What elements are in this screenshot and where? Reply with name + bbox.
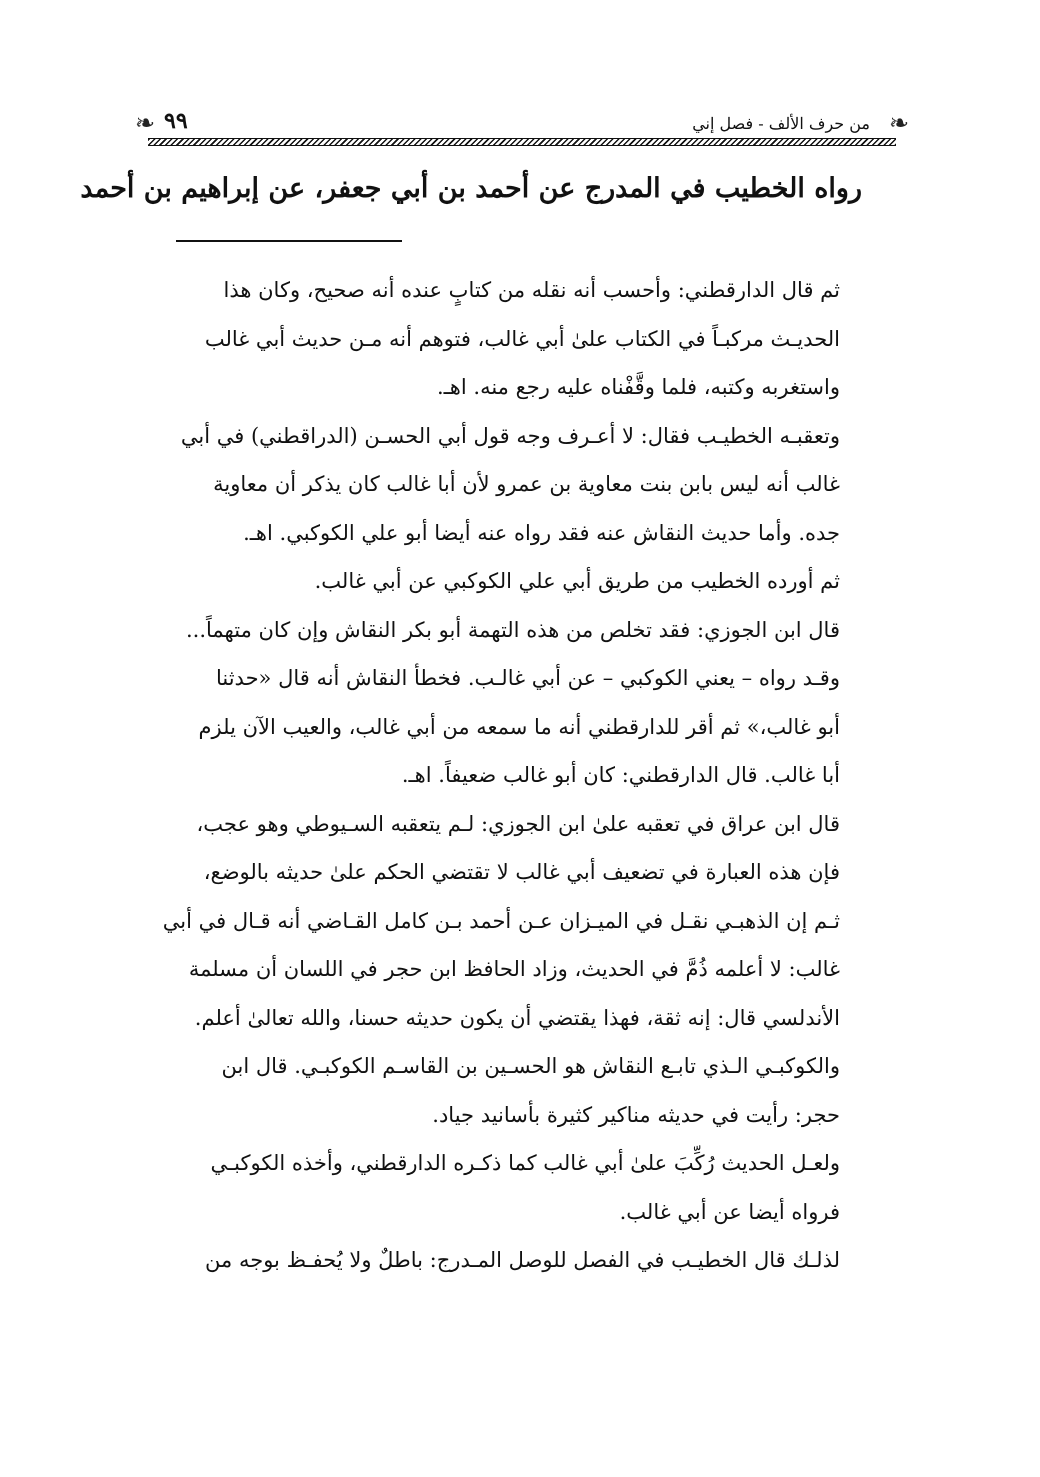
text-line: فإن هذه العبارة في تضعيف أبي غالب لا تقتضي الحكم علىٰ حديثه بالوضع، <box>203 860 840 884</box>
text-line: فرواه أيضا عن أبي غالب. <box>619 1199 840 1224</box>
text-line: الحديـث مركبـاً في الكتاب علىٰ أبي غالب، فتوهم أنه مـن حديث أبي غالب <box>204 326 840 351</box>
text-line: ثم أورده الخطيب من طريق أبي علي الكوكبي عن أبي غالب. <box>314 569 840 593</box>
text-line: ثـم إن الذهبـي نقـل في الميـزان عـن أحمد بـن كامل القـاضي أنه قـال في أبي <box>162 908 840 933</box>
text-line: أبو غالب،» ثم أقر للدارقطني أنه ما سمعه من أبي غالب، والعيب الآن يلزم <box>198 714 840 739</box>
text-line: وتعقبـه الخطيـب فقال: لا أعـرف وجه قول أبي الحسـن (الدراقطني) في أبي <box>180 423 840 448</box>
ornament-left-icon: ❧ <box>134 109 156 137</box>
text-line: والكوكبـي الـذي تابـع النقاش هو الحسـين بن القاسـم الكوكبـي. قال ابن <box>221 1054 840 1078</box>
text-line: جده. وأما حديث النقاش عنه فقد رواه عنه أيضا أبو علي الكوكبي. اهـ. <box>243 520 840 545</box>
footnote-separator <box>176 240 402 242</box>
body-text <box>130 266 840 1285</box>
header-divider <box>148 138 896 146</box>
text-line: أبا غالب. قال الدارقطني: كان أبو غالب ضعيفاً. اهـ. <box>401 763 840 787</box>
page-number: ٩٩ <box>164 108 188 134</box>
text-line: الأندلسي قال: إنه ثقة، فهذا يقتضي أن يكون حديثه حسنا، والله تعالىٰ أعلم. <box>194 1005 840 1030</box>
running-header <box>128 104 916 150</box>
text-line: ثم قال الدارقطني: وأحسب أنه نقله من كتابٍ عنده أنه صحيح، وكان هذا <box>223 278 840 302</box>
lead-line: رواه الخطيب في المدرج عن أحمد بن أبي جعفر، عن إبراهيم بن أحمد <box>80 173 862 204</box>
header-title: من حرف الألف - فصل إني <box>692 114 870 133</box>
text-line: لذلـك قال الخطيـب في الفصل للوصل المـدرج: باطلٌ ولا يُحفـظ بوجه من <box>205 1248 840 1272</box>
text-line: ولعـل الحديث رُكِّبَ علىٰ أبي غالب كما ذكـره الدارقطني، وأخذه الكوكبـي <box>210 1151 840 1175</box>
text-line: غالب: لا أعلمه ذُمَّ في الحديث، وزاد الحافظ ابن حجر في اللسان أن مسلمة <box>188 957 840 981</box>
text-line: حجر: رأيت في حديثه مناكير كثيرة بأسانيد جياد. <box>432 1102 840 1127</box>
text-line: قال ابن الجوزي: فقد تخلص من هذه التهمة أبو بكر النقاش وإن كان متهماً... <box>185 617 840 642</box>
text-line: قال ابن عراق في تعقبه علىٰ ابن الجوزي: لـم يتعقبه السـيوطي وهو عجب، <box>196 811 840 836</box>
text-line: وقـد رواه – يعني الكوكبي – عن أبي غالـب. فخطأ النقاش أنه قال «حدثنا <box>215 666 840 690</box>
text-line: واستغربه وكتبه، فلما وقَّفْناه عليه رجع منه. اهـ. <box>436 375 840 399</box>
ornament-right-icon: ❧ <box>888 109 910 137</box>
text-line: غالب أنه ليس بابن بنت معاوية بن عمرو لأن أبا غالب كان يذكر أن معاوية <box>213 472 840 496</box>
